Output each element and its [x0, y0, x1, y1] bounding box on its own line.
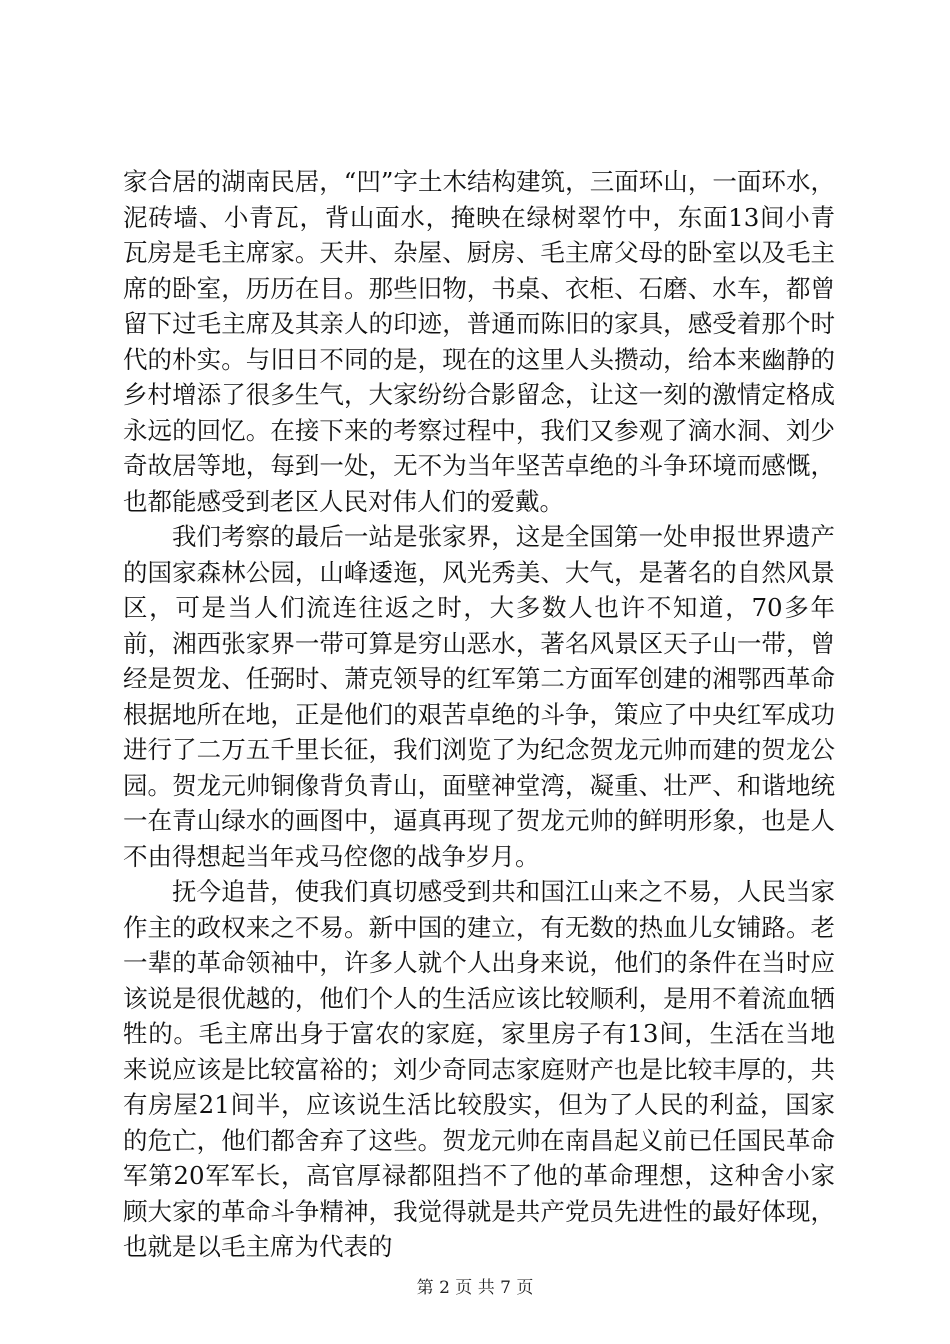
- paragraph-continuation: 家合居的湖南民居，“凹”字土木结构建筑，三面环山，一面环水，泥砖墙、小青瓦，背山面水，掩映在绿树翠竹中，东面13间小青瓦房是毛主席家。天井、杂屋、厨房、毛主席父母的卧室以及毛主席的卧室，历历在目。那些旧物，书桌、衣柜、石磨、水车，都曾留下过毛主席及其亲人的印迹，普通而陈旧的家具，感受着那个时代的朴实。与旧日不同的是，现在的这里人头攒动，给本来幽静的乡村增添了很多生气，大家纷纷合影留念，让这一刻的激情定格成永远的回忆。在接下来的考察过程中，我们又参观了滴水洞、刘少奇故居等地，每到一处，无不为当年坚苦卓绝的斗争环境而感慨，也都能感受到老区人民对伟人们的爱戴。: [123, 167, 835, 516]
- paragraph-reflection: 抚今追昔，使我们真切感受到共和国江山来之不易，人民当家作主的政权来之不易。新中国的建立，有无数的热血儿女铺路。老一辈的革命领袖中，许多人就个人出身来说，他们的条件在当时应该说是很优越的，他们个人的生活应该比较顺利，是用不着流血牺牲的。毛主席出身于富农的家庭，家里房子有13间，生活在当地来说应该是比较富裕的；刘少奇同志家庭财产也是比较丰厚的，共有房屋21间半，应该说生活比较殷实，但为了人民的利益，国家的危亡，他们都舍弃了这些。贺龙元帅在南昌起义前已任国民革命军第20军军长，高官厚禄都阻挡不了他的革命理想，这种舍小家顾大家的革命斗争精神，我觉得就是共产党员先进性的最好体现，也就是以毛主席为代表的: [123, 877, 835, 1261]
- page-number-footer: 第 2 页 共 7 页: [416, 1278, 534, 1298]
- paragraph-zhangjiajie: 我们考察的最后一站是张家界，这是全国第一处申报世界遗产的国家森林公园，山峰逶迤，风光秀美、大气，是著名的自然风景区，可是当人们流连往返之时，大多数人也许不知道，70多年前，湘西张家界一带可算是穷山恶水，著名风景区天子山一带，曾经是贺龙、任弼时、萧克领导的红军第二方面军创建的湘鄂西革命根据地所在地，正是他们的艰苦卓绝的斗争，策应了中央红军成功进行了二万五千里长征，我们浏览了为纪念贺龙元帅而建的贺龙公园。贺龙元帅铜像背负青山，面壁神堂湾，凝重、壮严、和谐地统一在青山绿水的画图中，逼真再现了贺龙元帅的鲜明形象，也是人不由得想起当年戎马倥偬的战争岁月。: [123, 522, 835, 871]
- document-body: [123, 164, 835, 1265]
